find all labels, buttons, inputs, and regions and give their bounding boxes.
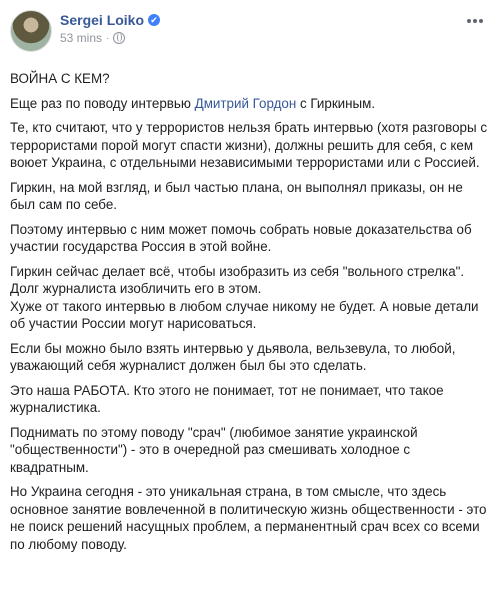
- post-paragraph: Поднимать по этому поводу "срач" (любимое занятие украинской "общественности") - это в очередной раз смешивать холодное с квадратным.: [10, 424, 418, 475]
- text-fragment: Еще раз по поводу интервью: [10, 95, 195, 111]
- menu-dot: [479, 19, 483, 23]
- post-header: [10, 8, 489, 58]
- post-paragraph: Гиркин, на мой взгляд, и был частью плана, он выполнял приказы, он не был сам по себе.: [10, 179, 463, 212]
- post-paragraph: [10, 95, 489, 113]
- post-title: ВОЙНА С КЕМ?: [10, 71, 110, 86]
- more-options-icon[interactable]: [463, 12, 487, 30]
- menu-dot: [473, 19, 477, 23]
- post-paragraph: Хуже от такого интервью в любом случае никому не будет. А новые детали об участии России могут нарисоваться.: [10, 298, 479, 331]
- post-paragraph: Поэтому интервью с ним может помочь собрать новые доказательства об участии государства Россия в этой войне.: [10, 221, 472, 254]
- separator-dot: ·: [106, 32, 110, 44]
- post-meta: [60, 12, 160, 45]
- post-paragraph: Если бы можно было взять интервью у дьявола, вельзевула, то любой, уважающий себя журналист должен был бы это сделать.: [10, 340, 456, 373]
- post-body: [10, 70, 489, 553]
- mention-link[interactable]: Дмитрий Гордон: [194, 95, 297, 111]
- post-paragraph: Гиркин сейчас делает всё, чтобы изобразить из себя "вольного стрелка". Долг журналиста изобличить его в этом.: [10, 263, 465, 296]
- menu-dot: [467, 19, 471, 23]
- post-paragraph: Это наша РАБОТА. Кто этого не понимает, тот не понимает, что такое журналистика.: [10, 382, 444, 415]
- author-row: [60, 12, 160, 28]
- globe-icon[interactable]: [113, 32, 125, 44]
- author-name-link[interactable]: Sergei Loiko: [60, 12, 145, 28]
- post-paragraph: Те, кто считают, что у террористов нельзя брать интервью (хотя разговоры с террористами порой могут спасти жизни), должны решить для себя, с кем воюет Украина, с отдельными независимыми террористами или с Россией.: [10, 120, 488, 170]
- post-timestamp-link[interactable]: 53 mins: [60, 31, 103, 45]
- text-fragment: с Гиркиным.: [296, 95, 376, 111]
- post-paragraph: Но Украина сегодня - это уникальная страна, в том смысле, что здесь основное занятие вовлеченной в политическую жизнь общественности - это не поиск решений насущных проблем, а перманентный срач всех со всеми по любому поводу.: [10, 484, 487, 552]
- timestamp-row: [60, 31, 160, 45]
- verified-badge-icon: ✔: [148, 14, 160, 26]
- avatar[interactable]: [10, 10, 52, 52]
